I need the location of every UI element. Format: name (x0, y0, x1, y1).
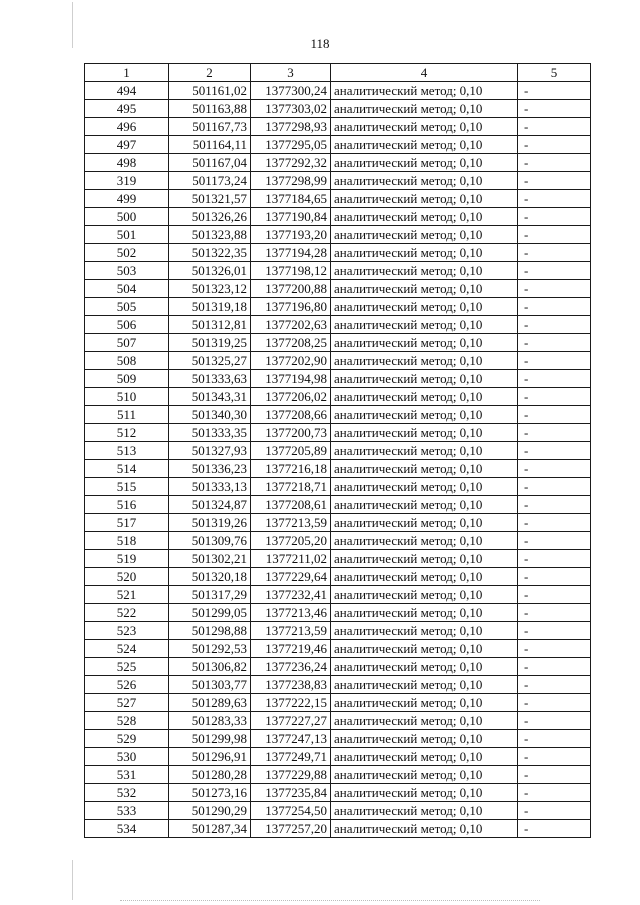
method-accuracy-cell: аналитический метод; 0,10 (331, 712, 518, 730)
y-coordinate-cell: 1377193,20 (251, 226, 331, 244)
remark-cell: - (518, 622, 591, 640)
y-coordinate-cell: 1377208,66 (251, 406, 331, 424)
table-row (85, 154, 591, 172)
remark-cell: - (518, 190, 591, 208)
scan-edge-mark-bottom (72, 860, 73, 900)
remark-cell: - (518, 82, 591, 100)
remark-cell: - (518, 424, 591, 442)
method-accuracy-cell: аналитический метод; 0,10 (331, 370, 518, 388)
method-accuracy-cell: аналитический метод; 0,10 (331, 730, 518, 748)
method-accuracy-cell: аналитический метод; 0,10 (331, 568, 518, 586)
x-coordinate-cell: 501343,31 (169, 388, 251, 406)
y-coordinate-cell: 1377196,80 (251, 298, 331, 316)
x-coordinate-cell: 501325,27 (169, 352, 251, 370)
point-number-cell: 530 (85, 748, 169, 766)
table-row (85, 730, 591, 748)
x-coordinate-cell: 501287,34 (169, 820, 251, 838)
point-number-cell: 509 (85, 370, 169, 388)
y-coordinate-cell: 1377198,12 (251, 262, 331, 280)
y-coordinate-cell: 1377238,83 (251, 676, 331, 694)
method-accuracy-cell: аналитический метод; 0,10 (331, 226, 518, 244)
x-coordinate-cell: 501292,53 (169, 640, 251, 658)
remark-cell: - (518, 802, 591, 820)
x-coordinate-cell: 501299,05 (169, 604, 251, 622)
method-accuracy-cell: аналитический метод; 0,10 (331, 694, 518, 712)
remark-cell: - (518, 208, 591, 226)
table-row (85, 568, 591, 586)
x-coordinate-cell: 501283,33 (169, 712, 251, 730)
table-row (85, 388, 591, 406)
remark-cell: - (518, 604, 591, 622)
y-coordinate-cell: 1377235,84 (251, 784, 331, 802)
table-row (85, 694, 591, 712)
remark-cell: - (518, 388, 591, 406)
y-coordinate-cell: 1377232,41 (251, 586, 331, 604)
method-accuracy-cell: аналитический метод; 0,10 (331, 190, 518, 208)
x-coordinate-cell: 501324,87 (169, 496, 251, 514)
x-coordinate-cell: 501319,26 (169, 514, 251, 532)
y-coordinate-cell: 1377208,25 (251, 334, 331, 352)
table-row (85, 118, 591, 136)
y-coordinate-cell: 1377236,24 (251, 658, 331, 676)
y-coordinate-cell: 1377216,18 (251, 460, 331, 478)
table-body (85, 82, 591, 838)
table-row (85, 658, 591, 676)
method-accuracy-cell: аналитический метод; 0,10 (331, 640, 518, 658)
remark-cell: - (518, 352, 591, 370)
point-number-cell: 506 (85, 316, 169, 334)
column-header-5: 5 (518, 64, 591, 82)
table-row (85, 172, 591, 190)
x-coordinate-cell: 501326,26 (169, 208, 251, 226)
point-number-cell: 523 (85, 622, 169, 640)
x-coordinate-cell: 501167,04 (169, 154, 251, 172)
table-row (85, 820, 591, 838)
table-row (85, 496, 591, 514)
point-number-cell: 518 (85, 532, 169, 550)
y-coordinate-cell: 1377229,64 (251, 568, 331, 586)
method-accuracy-cell: аналитический метод; 0,10 (331, 622, 518, 640)
remark-cell: - (518, 244, 591, 262)
point-number-cell: 504 (85, 280, 169, 298)
y-coordinate-cell: 1377227,27 (251, 712, 331, 730)
point-number-cell: 527 (85, 694, 169, 712)
table-row (85, 208, 591, 226)
method-accuracy-cell: аналитический метод; 0,10 (331, 136, 518, 154)
y-coordinate-cell: 1377184,65 (251, 190, 331, 208)
column-header-3: 3 (251, 64, 331, 82)
x-coordinate-cell: 501323,12 (169, 280, 251, 298)
method-accuracy-cell: аналитический метод; 0,10 (331, 316, 518, 334)
remark-cell: - (518, 676, 591, 694)
x-coordinate-cell: 501290,29 (169, 802, 251, 820)
x-coordinate-cell: 501340,30 (169, 406, 251, 424)
x-coordinate-cell: 501298,88 (169, 622, 251, 640)
x-coordinate-cell: 501336,23 (169, 460, 251, 478)
method-accuracy-cell: аналитический метод; 0,10 (331, 460, 518, 478)
point-number-cell: 525 (85, 658, 169, 676)
point-number-cell: 528 (85, 712, 169, 730)
remark-cell: - (518, 262, 591, 280)
x-coordinate-cell: 501302,21 (169, 550, 251, 568)
method-accuracy-cell: аналитический метод; 0,10 (331, 388, 518, 406)
page-number: 118 (310, 36, 330, 51)
point-number-cell: 516 (85, 496, 169, 514)
point-number-cell: 517 (85, 514, 169, 532)
method-accuracy-cell: аналитический метод; 0,10 (331, 154, 518, 172)
method-accuracy-cell: аналитический метод; 0,10 (331, 298, 518, 316)
y-coordinate-cell: 1377219,46 (251, 640, 331, 658)
method-accuracy-cell: аналитический метод; 0,10 (331, 100, 518, 118)
y-coordinate-cell: 1377200,88 (251, 280, 331, 298)
x-coordinate-cell: 501319,18 (169, 298, 251, 316)
table-row (85, 100, 591, 118)
method-accuracy-cell: аналитический метод; 0,10 (331, 586, 518, 604)
x-coordinate-cell: 501299,98 (169, 730, 251, 748)
table-row (85, 316, 591, 334)
y-coordinate-cell: 1377249,71 (251, 748, 331, 766)
y-coordinate-cell: 1377229,88 (251, 766, 331, 784)
method-accuracy-cell: аналитический метод; 0,10 (331, 352, 518, 370)
column-header-2: 2 (169, 64, 251, 82)
method-accuracy-cell: аналитический метод; 0,10 (331, 118, 518, 136)
point-number-cell: 510 (85, 388, 169, 406)
method-accuracy-cell: аналитический метод; 0,10 (331, 280, 518, 298)
remark-cell: - (518, 586, 591, 604)
x-coordinate-cell: 501161,02 (169, 82, 251, 100)
x-coordinate-cell: 501309,76 (169, 532, 251, 550)
table-row (85, 298, 591, 316)
remark-cell: - (518, 460, 591, 478)
y-coordinate-cell: 1377298,93 (251, 118, 331, 136)
remark-cell: - (518, 568, 591, 586)
remark-cell: - (518, 172, 591, 190)
y-coordinate-cell: 1377190,84 (251, 208, 331, 226)
y-coordinate-cell: 1377213,59 (251, 514, 331, 532)
x-coordinate-cell: 501323,88 (169, 226, 251, 244)
table-row (85, 514, 591, 532)
y-coordinate-cell: 1377211,02 (251, 550, 331, 568)
point-number-cell: 526 (85, 676, 169, 694)
table-row (85, 406, 591, 424)
method-accuracy-cell: аналитический метод; 0,10 (331, 424, 518, 442)
x-coordinate-cell: 501333,63 (169, 370, 251, 388)
y-coordinate-cell: 1377300,24 (251, 82, 331, 100)
y-coordinate-cell: 1377194,28 (251, 244, 331, 262)
table-row (85, 352, 591, 370)
table-row (85, 424, 591, 442)
y-coordinate-cell: 1377208,61 (251, 496, 331, 514)
y-coordinate-cell: 1377295,05 (251, 136, 331, 154)
table-row (85, 676, 591, 694)
x-coordinate-cell: 501320,18 (169, 568, 251, 586)
y-coordinate-cell: 1377292,32 (251, 154, 331, 172)
table-row (85, 226, 591, 244)
method-accuracy-cell: аналитический метод; 0,10 (331, 820, 518, 838)
x-coordinate-cell: 501322,35 (169, 244, 251, 262)
table-row (85, 766, 591, 784)
x-coordinate-cell: 501280,28 (169, 766, 251, 784)
y-coordinate-cell: 1377202,63 (251, 316, 331, 334)
coordinates-table (84, 63, 591, 838)
method-accuracy-cell: аналитический метод; 0,10 (331, 748, 518, 766)
method-accuracy-cell: аналитический метод; 0,10 (331, 334, 518, 352)
method-accuracy-cell: аналитический метод; 0,10 (331, 172, 518, 190)
table-row (85, 640, 591, 658)
table-header-row (85, 64, 591, 82)
y-coordinate-cell: 1377298,99 (251, 172, 331, 190)
x-coordinate-cell: 501319,25 (169, 334, 251, 352)
point-number-cell: 513 (85, 442, 169, 460)
method-accuracy-cell: аналитический метод; 0,10 (331, 532, 518, 550)
table-row (85, 532, 591, 550)
remark-cell: - (518, 478, 591, 496)
method-accuracy-cell: аналитический метод; 0,10 (331, 478, 518, 496)
table-row (85, 370, 591, 388)
table-row (85, 784, 591, 802)
remark-cell: - (518, 658, 591, 676)
remark-cell: - (518, 748, 591, 766)
method-accuracy-cell: аналитический метод; 0,10 (331, 208, 518, 226)
x-coordinate-cell: 501167,73 (169, 118, 251, 136)
y-coordinate-cell: 1377202,90 (251, 352, 331, 370)
x-coordinate-cell: 501306,82 (169, 658, 251, 676)
point-number-cell: 519 (85, 550, 169, 568)
method-accuracy-cell: аналитический метод; 0,10 (331, 802, 518, 820)
point-number-cell: 511 (85, 406, 169, 424)
y-coordinate-cell: 1377206,02 (251, 388, 331, 406)
point-number-cell: 497 (85, 136, 169, 154)
y-coordinate-cell: 1377247,13 (251, 730, 331, 748)
point-number-cell: 534 (85, 820, 169, 838)
table-row (85, 82, 591, 100)
remark-cell: - (518, 496, 591, 514)
method-accuracy-cell: аналитический метод; 0,10 (331, 676, 518, 694)
point-number-cell: 499 (85, 190, 169, 208)
point-number-cell: 500 (85, 208, 169, 226)
table-row (85, 478, 591, 496)
remark-cell: - (518, 226, 591, 244)
y-coordinate-cell: 1377213,59 (251, 622, 331, 640)
method-accuracy-cell: аналитический метод; 0,10 (331, 496, 518, 514)
point-number-cell: 515 (85, 478, 169, 496)
remark-cell: - (518, 334, 591, 352)
remark-cell: - (518, 298, 591, 316)
remark-cell: - (518, 712, 591, 730)
method-accuracy-cell: аналитический метод; 0,10 (331, 262, 518, 280)
point-number-cell: 507 (85, 334, 169, 352)
x-coordinate-cell: 501321,57 (169, 190, 251, 208)
x-coordinate-cell: 501333,13 (169, 478, 251, 496)
point-number-cell: 495 (85, 100, 169, 118)
point-number-cell: 502 (85, 244, 169, 262)
remark-cell: - (518, 118, 591, 136)
x-coordinate-cell: 501296,91 (169, 748, 251, 766)
remark-cell: - (518, 640, 591, 658)
column-header-4: 4 (331, 64, 518, 82)
y-coordinate-cell: 1377194,98 (251, 370, 331, 388)
point-number-cell: 319 (85, 172, 169, 190)
x-coordinate-cell: 501173,24 (169, 172, 251, 190)
x-coordinate-cell: 501163,88 (169, 100, 251, 118)
point-number-cell: 512 (85, 424, 169, 442)
point-number-cell: 532 (85, 784, 169, 802)
x-coordinate-cell: 501333,35 (169, 424, 251, 442)
table-row (85, 712, 591, 730)
x-coordinate-cell: 501312,81 (169, 316, 251, 334)
point-number-cell: 524 (85, 640, 169, 658)
table-row (85, 586, 591, 604)
point-number-cell: 501 (85, 226, 169, 244)
remark-cell: - (518, 280, 591, 298)
point-number-cell: 514 (85, 460, 169, 478)
method-accuracy-cell: аналитический метод; 0,10 (331, 766, 518, 784)
point-number-cell: 521 (85, 586, 169, 604)
y-coordinate-cell: 1377213,46 (251, 604, 331, 622)
remark-cell: - (518, 370, 591, 388)
y-coordinate-cell: 1377254,50 (251, 802, 331, 820)
table-row (85, 622, 591, 640)
remark-cell: - (518, 784, 591, 802)
table-row (85, 550, 591, 568)
y-coordinate-cell: 1377200,73 (251, 424, 331, 442)
point-number-cell: 498 (85, 154, 169, 172)
remark-cell: - (518, 550, 591, 568)
remark-cell: - (518, 406, 591, 424)
x-coordinate-cell: 501289,63 (169, 694, 251, 712)
y-coordinate-cell: 1377303,02 (251, 100, 331, 118)
point-number-cell: 522 (85, 604, 169, 622)
table-row (85, 136, 591, 154)
point-number-cell: 494 (85, 82, 169, 100)
column-header-1: 1 (85, 64, 169, 82)
y-coordinate-cell: 1377222,15 (251, 694, 331, 712)
method-accuracy-cell: аналитический метод; 0,10 (331, 82, 518, 100)
x-coordinate-cell: 501303,77 (169, 676, 251, 694)
x-coordinate-cell: 501326,01 (169, 262, 251, 280)
point-number-cell: 496 (85, 118, 169, 136)
y-coordinate-cell: 1377218,71 (251, 478, 331, 496)
table-row (85, 280, 591, 298)
method-accuracy-cell: аналитический метод; 0,10 (331, 406, 518, 424)
y-coordinate-cell: 1377205,20 (251, 532, 331, 550)
point-number-cell: 531 (85, 766, 169, 784)
method-accuracy-cell: аналитический метод; 0,10 (331, 514, 518, 532)
y-coordinate-cell: 1377257,20 (251, 820, 331, 838)
remark-cell: - (518, 100, 591, 118)
x-coordinate-cell: 501327,93 (169, 442, 251, 460)
remark-cell: - (518, 136, 591, 154)
point-number-cell: 505 (85, 298, 169, 316)
remark-cell: - (518, 442, 591, 460)
remark-cell: - (518, 766, 591, 784)
x-coordinate-cell: 501273,16 (169, 784, 251, 802)
scan-footer-noise (120, 900, 540, 902)
remark-cell: - (518, 730, 591, 748)
method-accuracy-cell: аналитический метод; 0,10 (331, 604, 518, 622)
remark-cell: - (518, 820, 591, 838)
y-coordinate-cell: 1377205,89 (251, 442, 331, 460)
method-accuracy-cell: аналитический метод; 0,10 (331, 550, 518, 568)
table-row (85, 334, 591, 352)
point-number-cell: 508 (85, 352, 169, 370)
method-accuracy-cell: аналитический метод; 0,10 (331, 244, 518, 262)
method-accuracy-cell: аналитический метод; 0,10 (331, 658, 518, 676)
table-row (85, 442, 591, 460)
table-row (85, 244, 591, 262)
remark-cell: - (518, 154, 591, 172)
table-row (85, 262, 591, 280)
point-number-cell: 520 (85, 568, 169, 586)
remark-cell: - (518, 694, 591, 712)
method-accuracy-cell: аналитический метод; 0,10 (331, 784, 518, 802)
remark-cell: - (518, 532, 591, 550)
point-number-cell: 503 (85, 262, 169, 280)
table-row (85, 604, 591, 622)
table-row (85, 460, 591, 478)
table-row (85, 190, 591, 208)
method-accuracy-cell: аналитический метод; 0,10 (331, 442, 518, 460)
remark-cell: - (518, 514, 591, 532)
point-number-cell: 533 (85, 802, 169, 820)
table-row (85, 748, 591, 766)
x-coordinate-cell: 501317,29 (169, 586, 251, 604)
point-number-cell: 529 (85, 730, 169, 748)
remark-cell: - (518, 316, 591, 334)
table-row (85, 802, 591, 820)
x-coordinate-cell: 501164,11 (169, 136, 251, 154)
